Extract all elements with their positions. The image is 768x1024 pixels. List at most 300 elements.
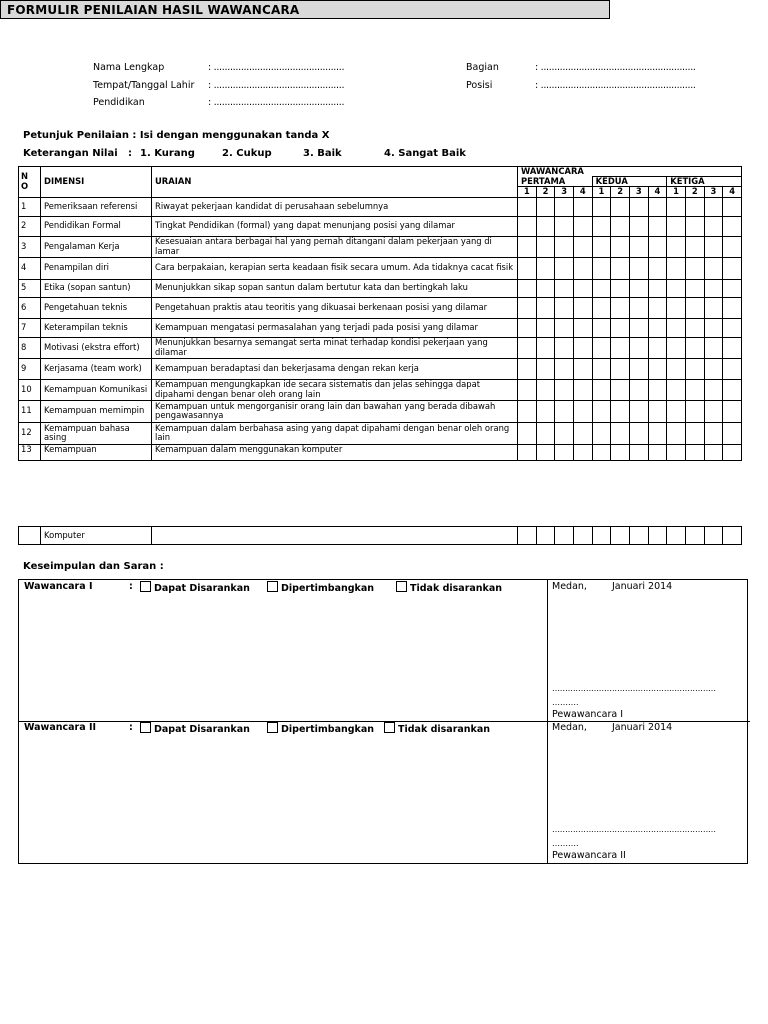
table-row: [19, 444, 742, 460]
score-cell[interactable]: [667, 422, 686, 444]
score-cell[interactable]: [518, 318, 537, 337]
score-cell[interactable]: [648, 337, 667, 358]
level-baik: 3. Baik: [303, 148, 342, 159]
posisi-label: Posisi: [466, 80, 493, 91]
score-cell[interactable]: [648, 279, 667, 297]
row-uraian: Kemampuan dalam berbahasa asing yang dapat dipahami dengan benar oleh orang lain: [152, 422, 518, 444]
signature-block-2: [547, 721, 750, 863]
score-cell[interactable]: [536, 400, 555, 422]
row-uraian: Kemampuan untuk mengorganisir orang lain dan bawahan yang berada dibawah pengawasannya: [152, 400, 518, 422]
score-cell[interactable]: [611, 236, 630, 257]
table-row: [19, 279, 742, 297]
score-cell[interactable]: [555, 444, 574, 460]
keterangan-nilai: [23, 148, 583, 162]
score-cell[interactable]: [536, 379, 555, 400]
header-row-wawancara: [19, 167, 742, 177]
row-uraian: Tingkat Pendidikan (formal) yang dapat menunjang posisi yang dilamar: [152, 216, 518, 236]
interview-1-section: [19, 580, 547, 722]
table-row: [19, 236, 742, 257]
score-cell[interactable]: [573, 279, 592, 297]
score-cell[interactable]: [648, 527, 667, 545]
wawancara-1-colon: :: [129, 581, 133, 592]
score-cell[interactable]: [648, 444, 667, 460]
score-cell[interactable]: [611, 318, 630, 337]
score-cell[interactable]: [573, 379, 592, 400]
score-cell[interactable]: [611, 444, 630, 460]
header-kedua: KEDUA: [592, 177, 667, 187]
keterangan-colon: :: [128, 148, 132, 159]
score-cell[interactable]: [518, 279, 537, 297]
wawancara-2-colon: :: [129, 722, 133, 733]
row-uraian: Menunjukkan besarnya semangat serta minat terhadap kondisi pekerjaan yang dilamar: [152, 337, 518, 358]
score-cell[interactable]: [555, 236, 574, 257]
row-no: 5: [19, 279, 41, 297]
score-cell[interactable]: [648, 318, 667, 337]
score-cell[interactable]: [611, 197, 630, 216]
score-cell[interactable]: [667, 337, 686, 358]
score-header-3-3: 3: [704, 187, 723, 198]
score-cell[interactable]: [592, 279, 611, 297]
score-cell[interactable]: [704, 337, 723, 358]
score-cell[interactable]: [592, 422, 611, 444]
option-label: Dipertimbangkan: [281, 583, 375, 594]
score-cell[interactable]: [648, 197, 667, 216]
sign-signer-2: Pewawancara II: [552, 850, 626, 861]
score-header-2-1: 1: [592, 187, 611, 198]
score-cell[interactable]: [629, 527, 648, 545]
score-cell[interactable]: [648, 216, 667, 236]
score-cell[interactable]: [573, 318, 592, 337]
score-cell[interactable]: [518, 400, 537, 422]
score-cell[interactable]: [555, 379, 574, 400]
score-cell[interactable]: [573, 527, 592, 545]
score-cell[interactable]: [611, 337, 630, 358]
score-cell[interactable]: [629, 337, 648, 358]
option-dipertimbangkan-1[interactable]: [267, 581, 374, 594]
score-cell[interactable]: [611, 400, 630, 422]
continuation-uraian: [152, 527, 518, 545]
score-cell[interactable]: [685, 422, 704, 444]
score-cell[interactable]: [723, 358, 742, 379]
score-cell[interactable]: [667, 318, 686, 337]
score-cell[interactable]: [592, 379, 611, 400]
kesimpulan-title: Keseimpulan dan Saran :: [23, 561, 164, 572]
score-cell[interactable]: [648, 400, 667, 422]
score-cell[interactable]: [704, 400, 723, 422]
sign-place-2: Medan,: [552, 722, 587, 733]
score-cell[interactable]: [704, 216, 723, 236]
score-header-3-4: 4: [723, 187, 742, 198]
sign-dots-2b: ……….: [552, 839, 579, 848]
checkbox-icon[interactable]: [396, 581, 407, 592]
interview-2-section: [19, 721, 547, 863]
score-cell[interactable]: [555, 422, 574, 444]
wawancara-2-label: Wawancara II: [24, 722, 97, 733]
score-cell[interactable]: [611, 422, 630, 444]
pendidikan-label: Pendidikan: [93, 97, 145, 108]
score-cell[interactable]: [704, 358, 723, 379]
score-cell[interactable]: [555, 216, 574, 236]
row-no: 10: [19, 379, 41, 400]
score-cell[interactable]: [629, 318, 648, 337]
score-cell[interactable]: [555, 297, 574, 318]
row-no: 1: [19, 197, 41, 216]
score-cell[interactable]: [611, 379, 630, 400]
score-cell[interactable]: [685, 297, 704, 318]
score-cell[interactable]: [648, 236, 667, 257]
score-cell[interactable]: [629, 197, 648, 216]
score-cell[interactable]: [629, 358, 648, 379]
score-cell[interactable]: [592, 444, 611, 460]
score-cell[interactable]: [629, 297, 648, 318]
table-row-continuation: [19, 527, 742, 545]
score-cell[interactable]: [536, 527, 555, 545]
row-no: 7: [19, 318, 41, 337]
score-cell[interactable]: [573, 216, 592, 236]
score-cell[interactable]: [648, 422, 667, 444]
option-tidak-disarankan-1[interactable]: [396, 581, 502, 594]
score-cell[interactable]: [723, 236, 742, 257]
score-cell[interactable]: [685, 197, 704, 216]
score-cell[interactable]: [629, 422, 648, 444]
score-cell[interactable]: [555, 279, 574, 297]
sign-dots-1b: ……….: [552, 698, 579, 707]
score-cell[interactable]: [667, 236, 686, 257]
score-cell[interactable]: [629, 236, 648, 257]
score-cell[interactable]: [685, 400, 704, 422]
score-cell[interactable]: [555, 318, 574, 337]
row-no: 9: [19, 358, 41, 379]
score-cell[interactable]: [704, 236, 723, 257]
score-cell[interactable]: [592, 337, 611, 358]
option-dipertimbangkan-2[interactable]: [267, 722, 374, 735]
row-no: 8: [19, 337, 41, 358]
score-cell[interactable]: [592, 358, 611, 379]
score-header-2-4: 4: [648, 187, 667, 198]
row-uraian: Kemampuan mengatasi permasalahan yang terjadi pada posisi yang dilamar: [152, 318, 518, 337]
table-row: [19, 422, 742, 444]
sign-dots-1[interactable]: ………………………………………………………: [552, 684, 716, 693]
nama-lengkap-label: Nama Lengkap: [93, 62, 165, 73]
score-cell[interactable]: [629, 444, 648, 460]
score-cell[interactable]: [648, 257, 667, 279]
score-cell[interactable]: [518, 527, 537, 545]
score-cell[interactable]: [704, 318, 723, 337]
score-cell[interactable]: [723, 257, 742, 279]
score-cell[interactable]: [592, 297, 611, 318]
score-cell[interactable]: [685, 337, 704, 358]
level-kurang: 1. Kurang: [140, 148, 195, 159]
assessment-table: [18, 166, 742, 461]
table-row: [19, 400, 742, 422]
sign-signer-1: Pewawancara I: [552, 709, 624, 720]
score-cell[interactable]: [685, 318, 704, 337]
option-label: Dipertimbangkan: [281, 724, 375, 735]
row-uraian: Pengetahuan praktis atau teoritis yang dikuasai berkenaan posisi yang dilamar: [152, 297, 518, 318]
score-cell[interactable]: [667, 527, 686, 545]
row-dimensi: Pemeriksaan referensi: [41, 197, 152, 216]
row-uraian: Riwayat pekerjaan kandidat di perusahaan sebelumnya: [152, 197, 518, 216]
form-title: FORMULIR PENILAIAN HASIL WAWANCARA: [0, 0, 610, 19]
score-cell[interactable]: [629, 279, 648, 297]
score-cell[interactable]: [536, 422, 555, 444]
option-label: Tidak disarankan: [410, 583, 503, 594]
score-cell[interactable]: [704, 297, 723, 318]
row-no: 12: [19, 422, 41, 444]
option-label: Dapat Disarankan: [154, 583, 250, 594]
table-row: [19, 216, 742, 236]
score-cell[interactable]: [592, 400, 611, 422]
score-cell[interactable]: [592, 216, 611, 236]
row-dimensi: Kemampuan memimpin: [41, 400, 152, 422]
score-cell[interactable]: [611, 279, 630, 297]
level-sangat-baik: 4. Sangat Baik: [384, 148, 466, 159]
table-row: [19, 379, 742, 400]
score-cell[interactable]: [723, 527, 742, 545]
signature-block-1: [547, 580, 750, 722]
header-wawancara: WAWANCARA: [518, 167, 742, 177]
score-cell[interactable]: [518, 444, 537, 460]
score-cell[interactable]: [536, 318, 555, 337]
continuation-table: [18, 526, 742, 545]
score-header-3-1: 1: [667, 187, 686, 198]
header-pertama: PERTAMA: [518, 177, 593, 187]
row-dimensi: Kemampuan Komunikasi: [41, 379, 152, 400]
tempat-tanggal-lahir-label: Tempat/Tanggal Lahir: [93, 80, 195, 91]
score-cell[interactable]: [685, 527, 704, 545]
score-cell[interactable]: [536, 444, 555, 460]
row-uraian: Kemampuan beradaptasi dan bekerjasama dengan rekan kerja: [152, 358, 518, 379]
score-cell[interactable]: [685, 279, 704, 297]
score-cell[interactable]: [592, 257, 611, 279]
row-uraian: Kesesuaian antara berbagai hal yang pernah ditangani dalam pekerjaan yang di lamar: [152, 236, 518, 257]
score-cell[interactable]: [667, 444, 686, 460]
score-cell[interactable]: [536, 257, 555, 279]
score-header-1-3: 3: [555, 187, 574, 198]
row-no: 6: [19, 297, 41, 318]
row-uraian: Kemampuan dalam menggunakan komputer: [152, 444, 518, 460]
checkbox-icon[interactable]: [384, 722, 395, 733]
score-cell[interactable]: [555, 400, 574, 422]
score-cell[interactable]: [704, 197, 723, 216]
score-cell[interactable]: [685, 444, 704, 460]
score-cell[interactable]: [536, 279, 555, 297]
option-dapat-disarankan-1[interactable]: [140, 581, 250, 594]
row-dimensi: Kerjasama (team work): [41, 358, 152, 379]
bagian-label: Bagian: [466, 62, 499, 73]
score-cell[interactable]: [611, 527, 630, 545]
score-cell[interactable]: [685, 379, 704, 400]
continuation-dimensi: Komputer: [41, 527, 152, 545]
row-dimensi: Pengalaman Kerja: [41, 236, 152, 257]
score-cell[interactable]: [518, 379, 537, 400]
score-cell[interactable]: [518, 297, 537, 318]
header-no: N O: [19, 167, 41, 198]
score-cell[interactable]: [648, 379, 667, 400]
sign-date-2: Januari 2014: [612, 722, 673, 733]
row-dimensi: Pendidikan Formal: [41, 216, 152, 236]
score-cell[interactable]: [611, 216, 630, 236]
score-cell[interactable]: [648, 297, 667, 318]
header-uraian: URAIAN: [152, 167, 518, 198]
row-uraian: Cara berpakaian, kerapian serta keadaan fisik secara umum. Ada tidaknya cacat fisik: [152, 257, 518, 279]
score-cell[interactable]: [573, 257, 592, 279]
score-cell[interactable]: [592, 197, 611, 216]
score-cell[interactable]: [685, 236, 704, 257]
option-dapat-disarankan-2[interactable]: [140, 722, 250, 735]
score-cell[interactable]: [667, 297, 686, 318]
score-cell[interactable]: [518, 422, 537, 444]
score-cell[interactable]: [536, 337, 555, 358]
score-header-1-2: 2: [536, 187, 555, 198]
score-cell[interactable]: [573, 400, 592, 422]
row-dimensi: Keterampilan teknis: [41, 318, 152, 337]
score-cell[interactable]: [667, 379, 686, 400]
header-ketiga: KETIGA: [667, 177, 742, 187]
score-cell[interactable]: [573, 236, 592, 257]
score-cell[interactable]: [555, 337, 574, 358]
score-cell[interactable]: [704, 444, 723, 460]
score-cell[interactable]: [536, 236, 555, 257]
row-no: 13: [19, 444, 41, 460]
continuation-no: [19, 527, 41, 545]
score-cell[interactable]: [723, 216, 742, 236]
score-cell[interactable]: [611, 257, 630, 279]
score-cell[interactable]: [536, 197, 555, 216]
pendidikan-field[interactable]: : ................................................: [208, 97, 345, 108]
option-label: Dapat Disarankan: [154, 724, 250, 735]
score-cell[interactable]: [592, 236, 611, 257]
score-cell[interactable]: [536, 358, 555, 379]
score-cell[interactable]: [723, 279, 742, 297]
score-header-3-2: 2: [685, 187, 704, 198]
score-cell[interactable]: [723, 297, 742, 318]
score-cell[interactable]: [648, 358, 667, 379]
score-cell[interactable]: [573, 297, 592, 318]
row-dimensi: Pengetahuan teknis: [41, 297, 152, 318]
conclusion-box: [18, 579, 748, 864]
score-cell[interactable]: [685, 216, 704, 236]
score-cell[interactable]: [667, 358, 686, 379]
score-cell[interactable]: [629, 257, 648, 279]
row-dimensi: Kemampuan bahasa asing: [41, 422, 152, 444]
score-cell[interactable]: [555, 358, 574, 379]
sign-place-1: Medan,: [552, 581, 587, 592]
sign-dots-2[interactable]: ………………………………………………………: [552, 825, 716, 834]
score-cell[interactable]: [723, 422, 742, 444]
score-cell[interactable]: [573, 444, 592, 460]
petunjuk-penilaian: Petunjuk Penilaian : Isi dengan menggunakan tanda X: [23, 130, 330, 141]
option-label: Tidak disarankan: [398, 724, 491, 735]
score-cell[interactable]: [704, 257, 723, 279]
score-cell[interactable]: [573, 358, 592, 379]
bagian-field[interactable]: : .........................................................: [535, 62, 696, 73]
score-cell[interactable]: [723, 337, 742, 358]
score-cell[interactable]: [629, 379, 648, 400]
score-cell[interactable]: [573, 197, 592, 216]
checkbox-icon[interactable]: [267, 581, 278, 592]
score-cell[interactable]: [518, 236, 537, 257]
score-cell[interactable]: [723, 197, 742, 216]
score-cell[interactable]: [704, 279, 723, 297]
wawancara-1-label: Wawancara I: [24, 581, 93, 592]
score-cell[interactable]: [723, 444, 742, 460]
table-row: [19, 197, 742, 216]
table-row: [19, 297, 742, 318]
level-cukup: 2. Cukup: [222, 148, 272, 159]
row-uraian: Menunjukkan sikap sopan santun dalam bertutur kata dan bertingkah laku: [152, 279, 518, 297]
row-uraian: Kemampuan mengungkapkan ide secara sistematis dan jelas sehingga dapat dipahami dengan benar oleh orang lain: [152, 379, 518, 400]
score-cell[interactable]: [667, 257, 686, 279]
score-cell[interactable]: [723, 400, 742, 422]
score-cell[interactable]: [518, 197, 537, 216]
score-cell[interactable]: [536, 297, 555, 318]
score-cell[interactable]: [573, 337, 592, 358]
checkbox-icon[interactable]: [140, 581, 151, 592]
table-row: [19, 358, 742, 379]
score-cell[interactable]: [611, 297, 630, 318]
score-header-2-2: 2: [611, 187, 630, 198]
score-cell[interactable]: [536, 216, 555, 236]
nama-lengkap-field[interactable]: : ................................................: [208, 62, 345, 73]
score-cell[interactable]: [723, 318, 742, 337]
score-cell[interactable]: [704, 422, 723, 444]
keterangan-label: Keterangan Nilai: [23, 148, 118, 159]
score-cell[interactable]: [573, 422, 592, 444]
score-header-1-1: 1: [518, 187, 537, 198]
header-dimensi: DIMENSI: [41, 167, 152, 198]
row-no: 4: [19, 257, 41, 279]
row-no: 11: [19, 400, 41, 422]
score-cell[interactable]: [555, 527, 574, 545]
table-row: [19, 318, 742, 337]
score-cell[interactable]: [704, 379, 723, 400]
score-header-1-4: 4: [573, 187, 592, 198]
score-cell[interactable]: [555, 257, 574, 279]
score-cell[interactable]: [667, 197, 686, 216]
score-cell[interactable]: [555, 197, 574, 216]
row-dimensi: Penampilan diri: [41, 257, 152, 279]
table-row: [19, 337, 742, 358]
score-cell[interactable]: [518, 337, 537, 358]
table-row: [19, 257, 742, 279]
checkbox-icon[interactable]: [140, 722, 151, 733]
score-cell[interactable]: [518, 358, 537, 379]
score-cell[interactable]: [667, 400, 686, 422]
row-no: 3: [19, 236, 41, 257]
score-cell[interactable]: [685, 358, 704, 379]
row-no: 2: [19, 216, 41, 236]
score-cell[interactable]: [629, 216, 648, 236]
score-cell[interactable]: [518, 216, 537, 236]
score-cell[interactable]: [629, 400, 648, 422]
score-cell[interactable]: [592, 527, 611, 545]
checkbox-icon[interactable]: [267, 722, 278, 733]
score-cell[interactable]: [723, 379, 742, 400]
score-cell[interactable]: [667, 216, 686, 236]
posisi-field[interactable]: : .........................................................: [535, 80, 696, 91]
score-cell[interactable]: [685, 257, 704, 279]
score-cell[interactable]: [704, 527, 723, 545]
score-header-2-3: 3: [629, 187, 648, 198]
option-tidak-disarankan-2[interactable]: [384, 722, 490, 735]
score-cell[interactable]: [611, 358, 630, 379]
score-cell[interactable]: [518, 257, 537, 279]
tempat-tanggal-lahir-field[interactable]: : ................................................: [208, 80, 345, 91]
sign-date-1: Januari 2014: [612, 581, 673, 592]
score-cell[interactable]: [592, 318, 611, 337]
score-cell[interactable]: [667, 279, 686, 297]
